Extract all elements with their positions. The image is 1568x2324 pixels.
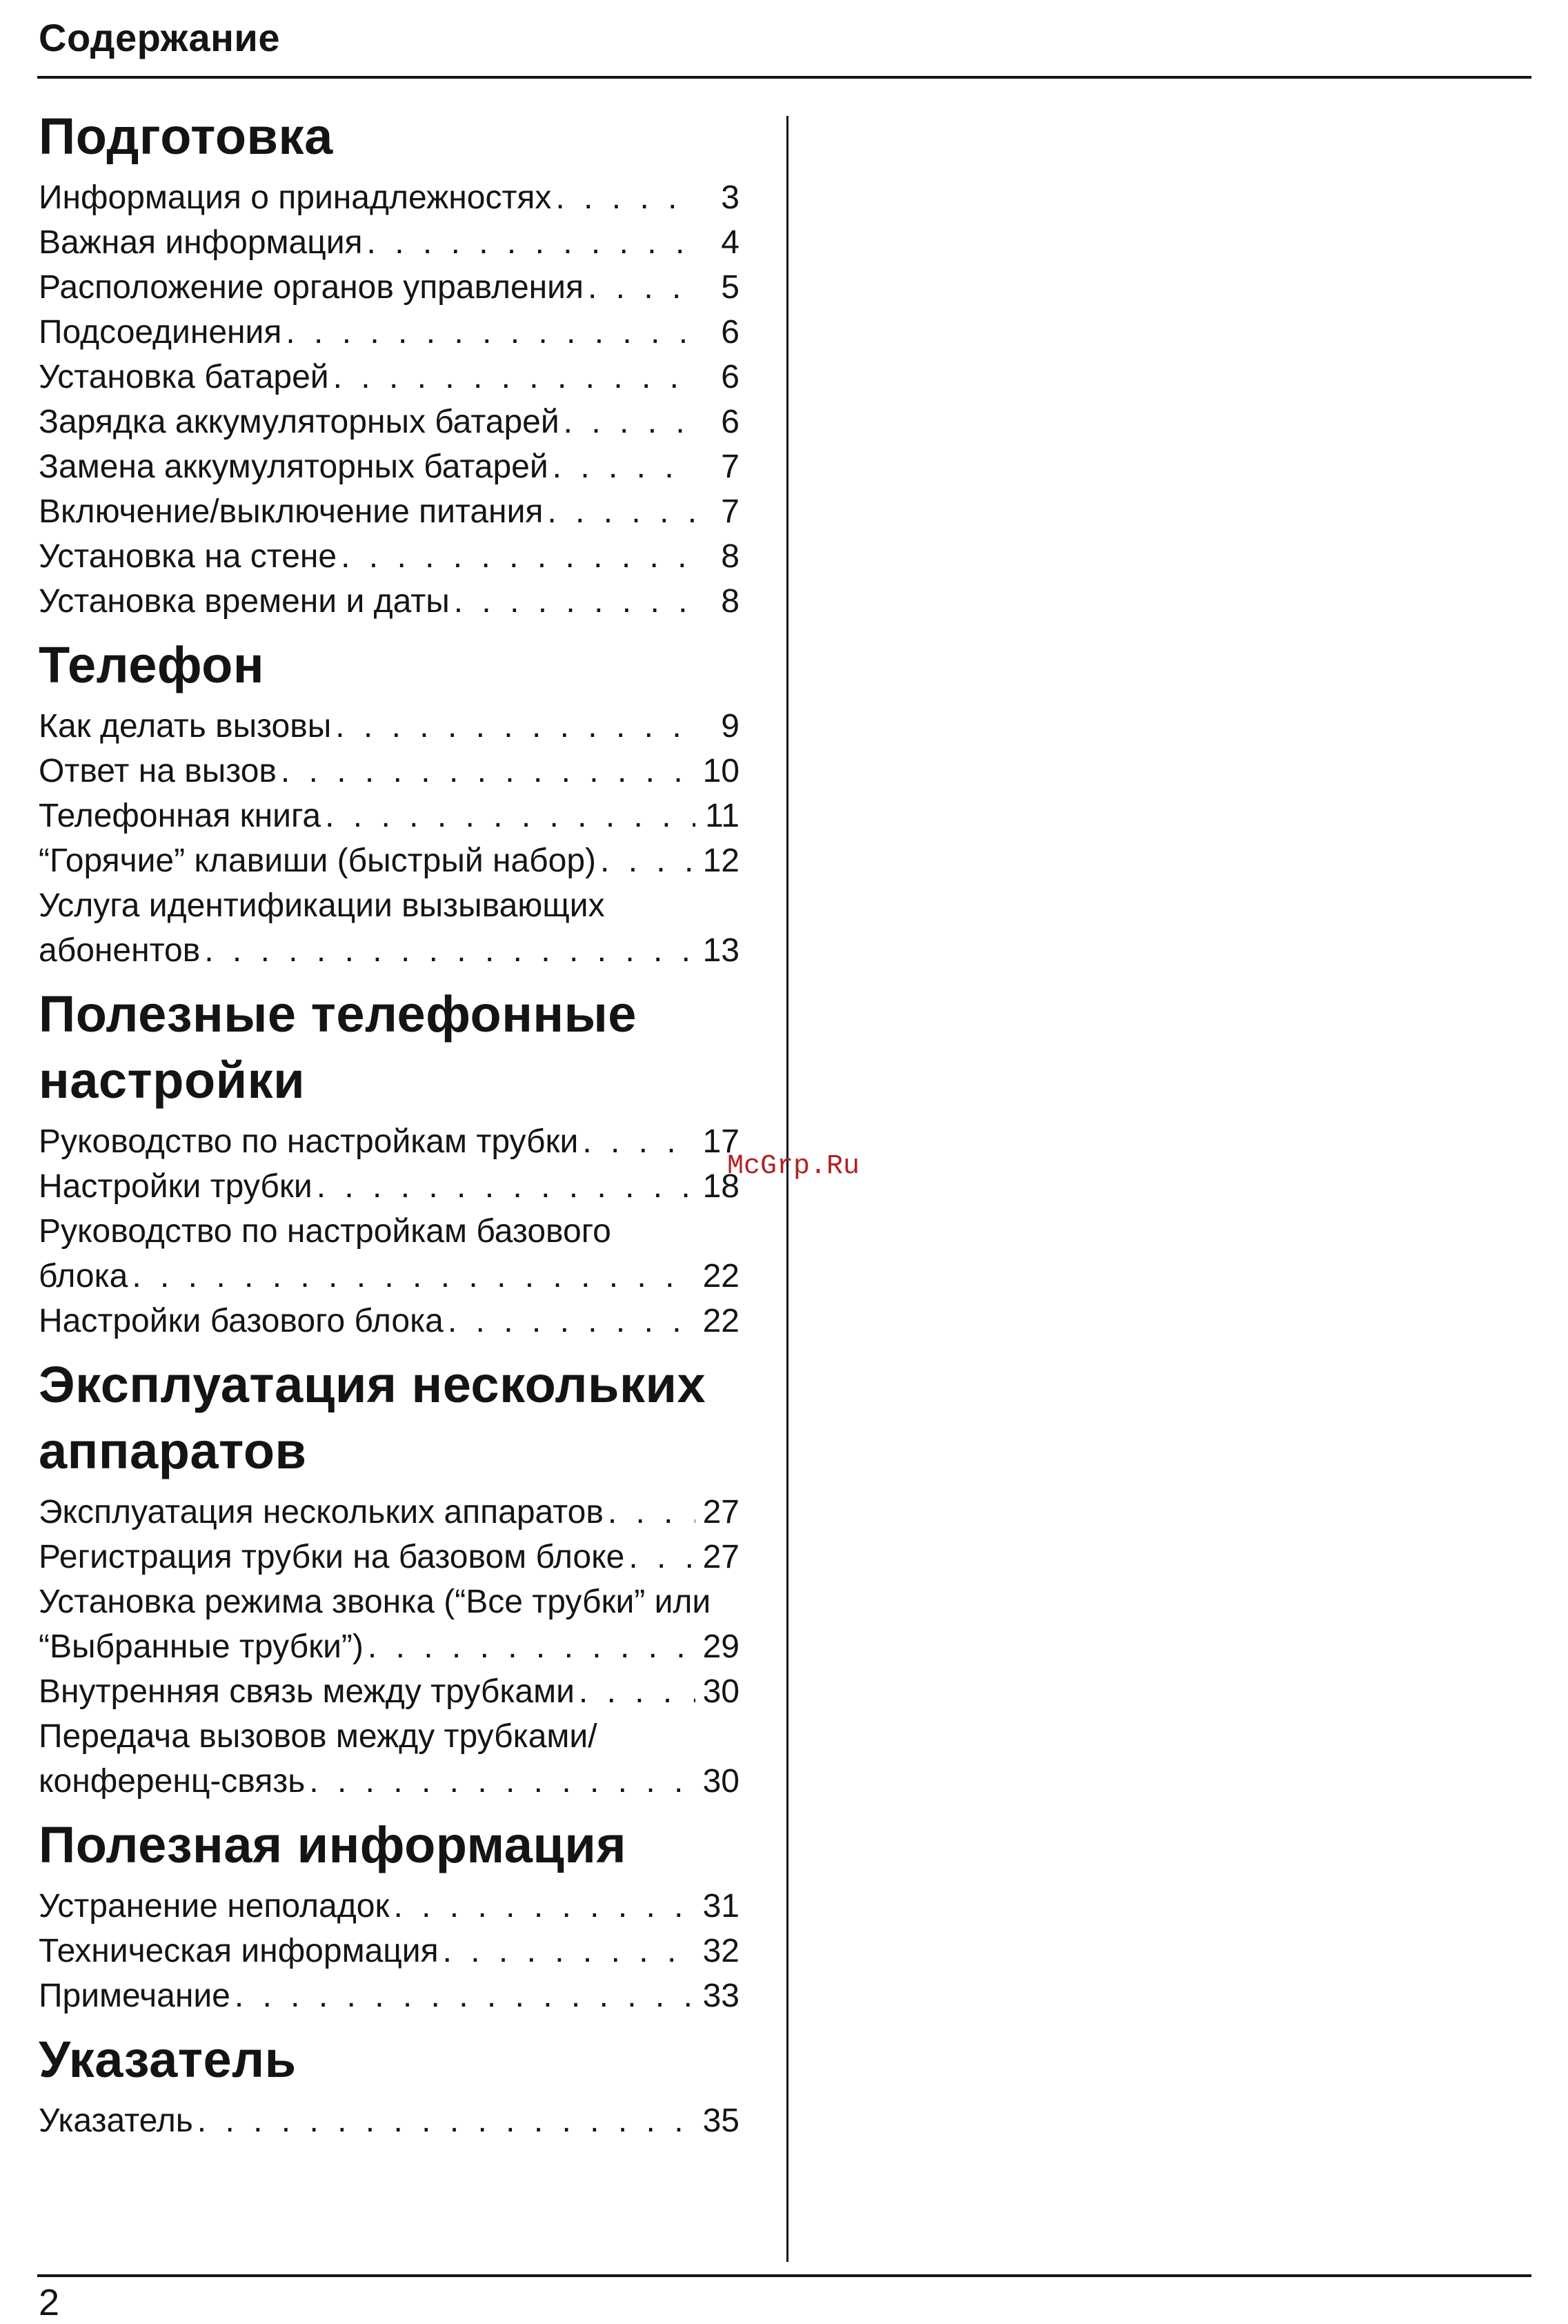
toc-entry[interactable] bbox=[39, 220, 740, 265]
toc-entry-text: Установка на стене bbox=[39, 538, 337, 575]
section-heading-line: настройки bbox=[39, 1052, 306, 1109]
toc-entry-text: Зарядка аккумуляторных батарей bbox=[39, 404, 559, 440]
toc-page-number: 18 bbox=[702, 1168, 740, 1205]
toc-entry[interactable] bbox=[39, 883, 740, 973]
toc-entry-row bbox=[39, 1884, 740, 1929]
toc-page-number: 27 bbox=[702, 1494, 740, 1530]
dot-leader bbox=[309, 1759, 695, 1804]
toc-entry-row bbox=[39, 175, 740, 220]
column-divider bbox=[786, 116, 788, 2262]
toc-page-number: 13 bbox=[702, 932, 740, 969]
toc-entry[interactable] bbox=[39, 1973, 740, 2018]
dot-leader bbox=[443, 1929, 695, 1973]
section-heading-line: Полезная информация bbox=[39, 1816, 627, 1873]
toc-section bbox=[39, 104, 740, 624]
section-heading bbox=[39, 104, 740, 170]
toc-entry[interactable] bbox=[39, 1119, 740, 1164]
dot-leader bbox=[281, 749, 695, 794]
toc-entry[interactable] bbox=[39, 1714, 740, 1804]
toc-entry-row bbox=[39, 1119, 740, 1164]
toc-page-number: 3 bbox=[721, 179, 740, 216]
toc-entry[interactable] bbox=[39, 2098, 740, 2143]
toc-entry-row bbox=[39, 1973, 740, 2018]
toc-entry-text: “Горячие” клавиши (быстрый набор) bbox=[39, 843, 597, 879]
section-heading bbox=[39, 632, 740, 698]
section-heading bbox=[39, 981, 740, 1114]
toc-entry-row bbox=[39, 310, 740, 355]
toc-entry[interactable] bbox=[39, 310, 740, 355]
page-number: 2 bbox=[39, 2282, 60, 2323]
toc-section bbox=[39, 1812, 740, 2018]
toc-entry[interactable] bbox=[39, 1929, 740, 1973]
dot-leader bbox=[335, 704, 695, 749]
toc-entry[interactable] bbox=[39, 175, 740, 220]
dot-leader bbox=[564, 400, 695, 444]
toc-entry-text: Телефонная книга bbox=[39, 798, 321, 834]
toc-entry-row bbox=[39, 1535, 740, 1579]
toc-entry-text: Расположение органов управления bbox=[39, 269, 584, 306]
toc-entry-text: Эксплуатация нескольких аппаратов bbox=[39, 1494, 604, 1530]
dot-leader bbox=[579, 1669, 695, 1714]
toc-entry-text: Установка батарей bbox=[39, 359, 329, 395]
toc-entry-text: Установка режима звонка (“Все трубки” или bbox=[39, 1584, 711, 1620]
toc-page-number: 35 bbox=[702, 2103, 740, 2139]
dot-leader bbox=[608, 1490, 695, 1535]
toc-entry[interactable] bbox=[39, 1669, 740, 1714]
section-heading-line: Полезные телефонные bbox=[39, 985, 637, 1043]
toc-entry-text: Включение/выключение питания bbox=[39, 493, 544, 530]
dot-leader bbox=[333, 355, 695, 400]
toc-entry-text: Замена аккумуляторных батарей bbox=[39, 449, 548, 485]
dot-leader bbox=[341, 534, 695, 579]
section-heading-line: Эксплуатация нескольких bbox=[39, 1356, 706, 1413]
toc-entry[interactable] bbox=[39, 355, 740, 400]
toc-entry-row bbox=[39, 400, 740, 444]
dot-leader bbox=[553, 444, 695, 489]
toc-page-number: 30 bbox=[702, 1763, 740, 1800]
toc-entry[interactable] bbox=[39, 579, 740, 624]
toc-entry[interactable] bbox=[39, 794, 740, 838]
toc-entry-row bbox=[39, 579, 740, 624]
toc-entry-row bbox=[39, 1490, 740, 1535]
dot-leader bbox=[197, 2098, 695, 2143]
toc-entry-row bbox=[39, 928, 740, 973]
toc-entry-text: Настройки базового блока bbox=[39, 1303, 444, 1339]
toc-page-number: 7 bbox=[721, 493, 740, 530]
toc-page-number: 32 bbox=[702, 1933, 740, 1969]
dot-leader bbox=[393, 1884, 695, 1929]
toc-entry-text: Руководство по настройкам трубки bbox=[39, 1123, 579, 1160]
toc-entry-text: Ответ на вызов bbox=[39, 753, 277, 789]
toc-entry-row bbox=[39, 444, 740, 489]
section-heading bbox=[39, 1812, 740, 1878]
toc-entry-text: Указатель bbox=[39, 2103, 193, 2139]
toc-entry-text: Руководство по настройкам базового bbox=[39, 1213, 611, 1250]
dot-leader bbox=[600, 838, 695, 883]
dot-leader bbox=[555, 175, 695, 220]
dot-leader bbox=[368, 1624, 695, 1669]
toc-entry-text: Примечание bbox=[39, 1978, 230, 2014]
toc-entry-text: блока bbox=[39, 1258, 128, 1294]
toc-entry[interactable] bbox=[39, 1884, 740, 1929]
toc-entry[interactable] bbox=[39, 265, 740, 310]
toc-page-number: 27 bbox=[702, 1539, 740, 1575]
toc-entry[interactable] bbox=[39, 1299, 740, 1343]
watermark: McGrp.Ru bbox=[727, 1151, 860, 1182]
page-title: Содержание bbox=[39, 16, 280, 59]
toc-entry-text: конференц-связь bbox=[39, 1763, 306, 1800]
toc-entry[interactable] bbox=[39, 1535, 740, 1579]
toc-entry-row bbox=[39, 794, 740, 838]
section-heading bbox=[39, 2027, 740, 2093]
toc-page-number: 9 bbox=[721, 708, 740, 745]
table-of-contents bbox=[39, 104, 740, 2151]
toc-page-number: 5 bbox=[721, 269, 740, 306]
toc-entry-row bbox=[39, 1164, 740, 1209]
toc-entry[interactable] bbox=[39, 1164, 740, 1209]
toc-page-number: 8 bbox=[721, 538, 740, 575]
toc-page-number: 4 bbox=[721, 224, 740, 261]
toc-entry-row bbox=[39, 1929, 740, 1973]
toc-entry[interactable] bbox=[39, 444, 740, 489]
toc-entry[interactable] bbox=[39, 534, 740, 579]
toc-entry-text: Передача вызовов между трубками/ bbox=[39, 1718, 597, 1755]
toc-entry[interactable] bbox=[39, 489, 740, 534]
toc-page-number: 30 bbox=[702, 1673, 740, 1710]
dot-leader bbox=[454, 579, 695, 624]
toc-entry-row bbox=[39, 1254, 740, 1299]
toc-entry-text: Установка времени и даты bbox=[39, 583, 450, 620]
section-heading-line: аппаратов bbox=[39, 1422, 307, 1479]
toc-entry-text: Подсоединения bbox=[39, 314, 282, 351]
toc-entry-row bbox=[39, 355, 740, 400]
section-heading bbox=[39, 1352, 740, 1484]
toc-entry-row bbox=[39, 1759, 740, 1804]
dot-leader bbox=[628, 1535, 695, 1579]
toc-entry-text: Услуга идентификации вызывающих bbox=[39, 887, 605, 924]
dot-leader bbox=[317, 1164, 695, 1209]
toc-page-number: 10 bbox=[702, 753, 740, 789]
toc-entry-row bbox=[39, 1299, 740, 1343]
dot-leader bbox=[367, 220, 695, 265]
toc-page-number: 31 bbox=[702, 1888, 740, 1924]
footer-rule bbox=[37, 2274, 1531, 2277]
toc-entry-row bbox=[39, 534, 740, 579]
toc-entry-text: Устранение неполадок bbox=[39, 1888, 390, 1924]
dot-leader bbox=[588, 265, 695, 310]
toc-page-number: 8 bbox=[721, 583, 740, 620]
toc-entry-text: Как делать вызовы bbox=[39, 708, 332, 745]
dot-leader bbox=[448, 1299, 695, 1343]
section-heading-line: Телефон bbox=[39, 636, 265, 693]
toc-entry-text: Регистрация трубки на базовом блоке bbox=[39, 1539, 625, 1575]
toc-entry-text: Информация о принадлежностях bbox=[39, 179, 552, 216]
dot-leader bbox=[547, 489, 695, 534]
toc-entry[interactable] bbox=[39, 749, 740, 794]
toc-section bbox=[39, 981, 740, 1343]
section-heading-line: Подготовка bbox=[39, 108, 333, 165]
toc-entry-row bbox=[39, 2098, 740, 2143]
toc-page-number: 6 bbox=[721, 314, 740, 351]
toc-entry[interactable] bbox=[39, 1579, 740, 1669]
toc-entry-text: “Выбранные трубки”) bbox=[39, 1628, 364, 1665]
toc-entry-text: Техническая информация bbox=[39, 1933, 439, 1969]
toc-page-number: 22 bbox=[702, 1303, 740, 1339]
toc-entry-text: Важная информация bbox=[39, 224, 363, 261]
toc-entry[interactable] bbox=[39, 704, 740, 749]
toc-entry-row bbox=[39, 1669, 740, 1714]
toc-entry[interactable] bbox=[39, 400, 740, 444]
toc-entry-row bbox=[39, 1624, 740, 1669]
toc-page-number: 17 bbox=[702, 1123, 740, 1160]
toc-entry-text: Настройки трубки bbox=[39, 1168, 312, 1205]
toc-section bbox=[39, 632, 740, 973]
toc-section bbox=[39, 2027, 740, 2143]
toc-entry[interactable] bbox=[39, 1490, 740, 1535]
dot-leader bbox=[132, 1254, 695, 1299]
dot-leader bbox=[582, 1119, 695, 1164]
toc-page-number: 12 bbox=[702, 843, 740, 879]
header-rule bbox=[37, 76, 1531, 79]
toc-page-number: 6 bbox=[721, 359, 740, 395]
toc-page-number: 11 bbox=[705, 798, 740, 834]
toc-entry[interactable] bbox=[39, 838, 740, 883]
toc-page-number: 33 bbox=[702, 1978, 740, 2014]
toc-page-number: 29 bbox=[702, 1628, 740, 1665]
toc-entry-row bbox=[39, 838, 740, 883]
dot-leader bbox=[286, 310, 695, 355]
toc-entry-text: Внутренняя связь между трубками bbox=[39, 1673, 575, 1710]
toc-entry-row bbox=[39, 704, 740, 749]
dot-leader bbox=[325, 794, 695, 838]
toc-entry-row bbox=[39, 489, 740, 534]
toc-page-number: 7 bbox=[721, 449, 740, 485]
dot-leader bbox=[204, 928, 695, 973]
toc-entry-row bbox=[39, 265, 740, 310]
toc-entry-row bbox=[39, 749, 740, 794]
toc-entry-row bbox=[39, 220, 740, 265]
toc-page-number: 22 bbox=[702, 1258, 740, 1294]
toc-section bbox=[39, 1352, 740, 1804]
dot-leader bbox=[235, 1973, 695, 2018]
toc-page-number: 6 bbox=[721, 404, 740, 440]
section-heading-line: Указатель bbox=[39, 2031, 297, 2088]
toc-entry-text: абонентов bbox=[39, 932, 201, 969]
toc-entry[interactable] bbox=[39, 1209, 740, 1299]
